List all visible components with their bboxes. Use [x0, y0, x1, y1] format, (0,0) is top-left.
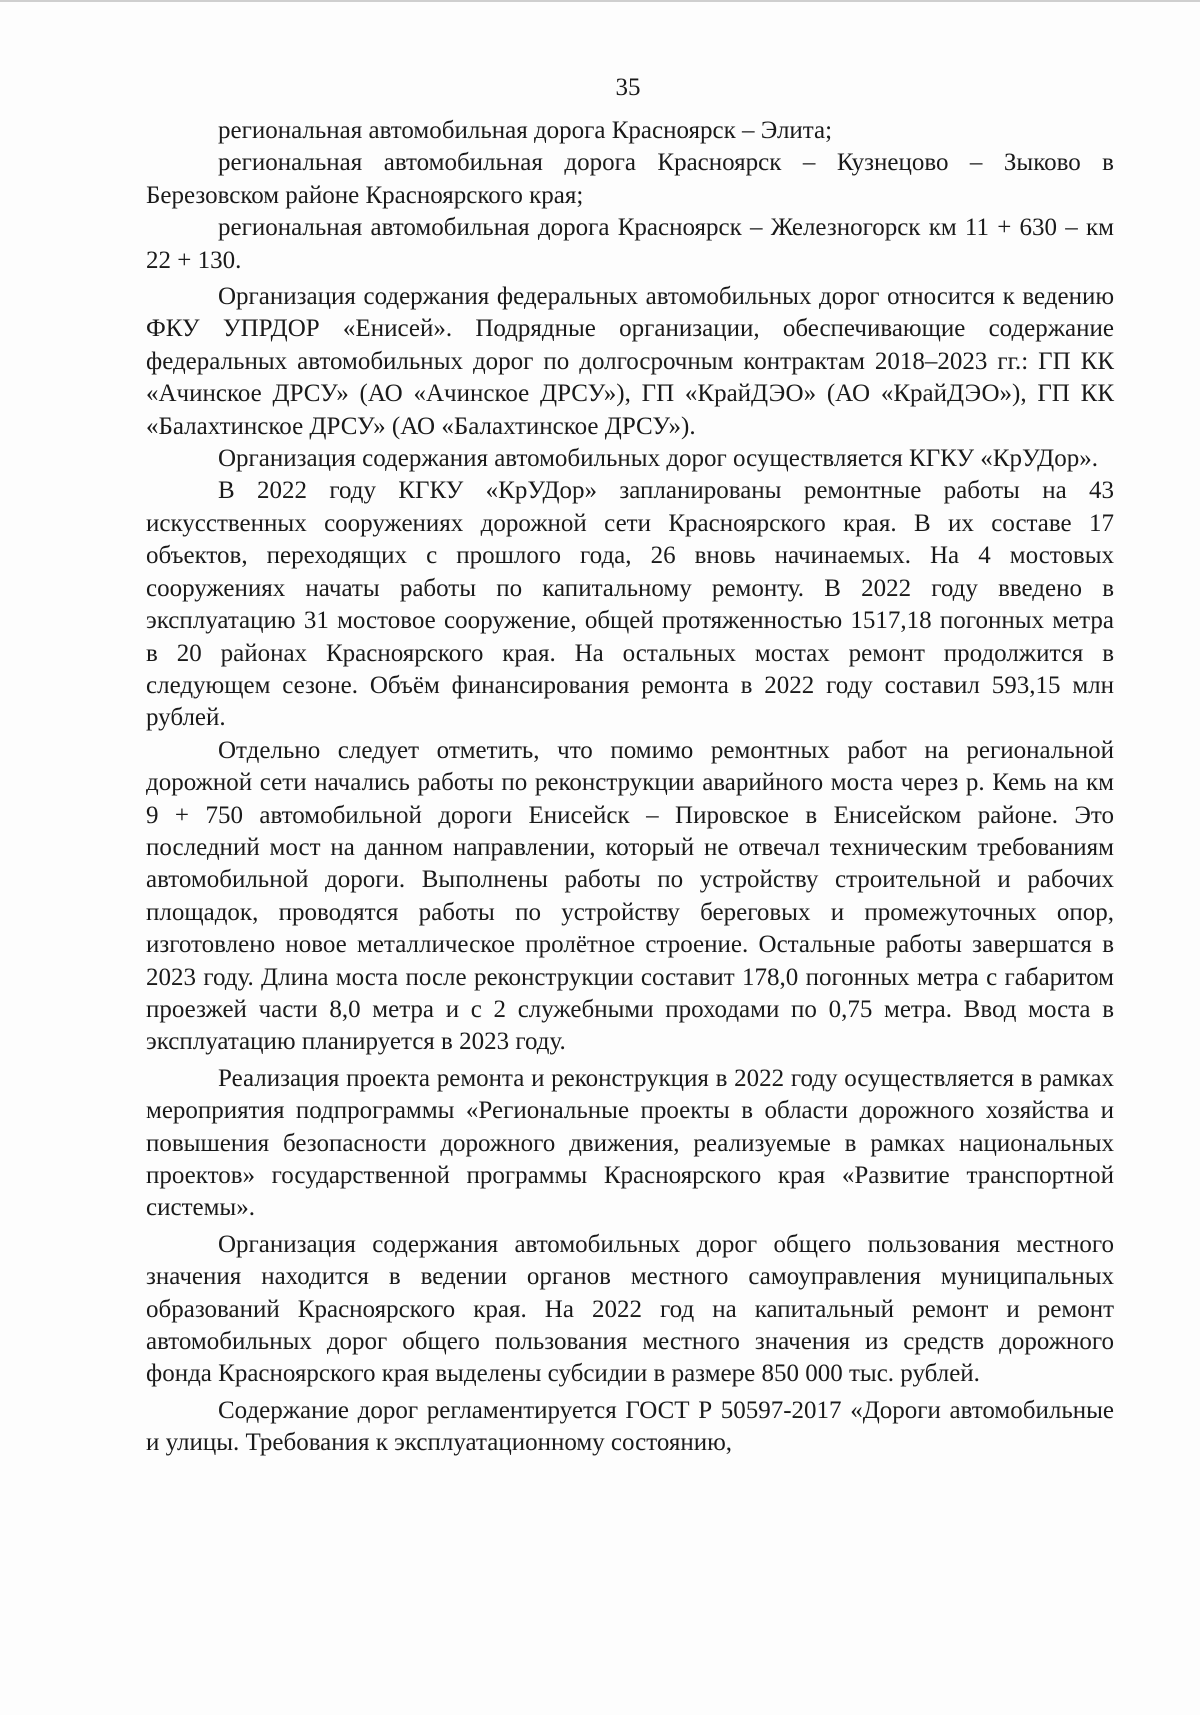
paragraph: Реализация проекта ремонта и реконструкция в 2022 году осуществляется в рамках мероприятия подпрограммы «Региональные проекты в области дорожного хозяйства и повышения безопасности дорожного движения, реализуемые в рамках национальных проектов» государственной программы Красноярского края «Развитие транспортной системы». — [146, 1064, 1114, 1222]
paragraph: Организация содержания автомобильных дорог осуществляется КГКУ «КрУДор». — [218, 445, 1098, 473]
paragraph: региональная автомобильная дорога Красноярск – Кузнецово – Зыково в Березовском районе Красноярского края; — [146, 149, 1114, 209]
paragraph: Организация содержания федеральных автомобильных дорог относится к ведению ФКУ УПРДОР «Енисей». Подрядные организации, обеспечивающие содержание федеральных автомобильных дорог по долгосрочным контрактам 2018–2023 гг.: ГП КК «Ачинское ДРСУ» (АО «Ачинское ДРСУ»), ГП «КрайДЭО» (АО «КрайДЭО»), ГП КК «Балахтинское ДРСУ» (АО «Балахтинское ДРСУ»). — [146, 283, 1114, 440]
paragraph: региональная автомобильная дорога Красноярск – Элита; — [218, 117, 833, 144]
paragraph: В 2022 году КГКУ «КрУДор» запланированы ремонтные работы на 43 искусственных сооружениях дорожной сети Красноярского края. В их составе 17 объектов, переходящих с прошлого года, 26 вновь начинаемых. На 4 мостовых сооружениях начаты работы по капитальному ремонту. В 2022 году введено в эксплуатацию 31 мостовое сооружение, общей протяженностью 1517,18 погонных метра в 20 районах Красноярского края. На остальных мостах ремонт продолжится в следующем сезоне. Объём финансирования ремонта в 2022 году составил 593,15 млн рублей. — [146, 477, 1114, 732]
paragraph: Организация содержания автомобильных дорог общего пользования местного значения находится в ведении органов местного самоуправления муниципальных образований Красноярского края. На 2022 год на капитальный ремонт и ремонт автомобильных дорог общего пользования местного значения из средств дорожного фонда Красноярского края выделены субсидии в размере 850 000 тыс. рублей. — [146, 1230, 1114, 1388]
body-text — [146, 115, 1114, 1460]
paragraph: Содержание дорог регламентируется ГОСТ Р 50597-2017 «Дороги автомобильные и улицы. Требования к эксплуатационному состоянию, — [146, 1396, 1114, 1457]
scan-top-edge — [0, 0, 1200, 2]
paragraph: региональная автомобильная дорога Красноярск – Железногорск км 11 + 630 – км 22 + 130. — [146, 214, 1114, 274]
page-number: 35 — [615, 74, 641, 101]
paragraph: Отдельно следует отметить, что помимо ремонтных работ на региональной дорожной сети начались работы по реконструкции аварийного моста через р. Кемь на км 9 + 750 автомобильной дороги Енисейск – Пировское в Енисейском районе. Это последний мост на данном направлении, который не отвечал техническим требованиям автомобильной дороги. Выполнены работы по устройству строительной и рабочих площадок, проводятся работы по устройству береговых и промежуточных опор, изготовлено новое металлическое пролётное строение. Остальные работы завершатся в 2023 году. Длина моста после реконструкции составит 178,0 погонных метра с габаритом проезжей части 8,0 метра и с 2 служебными проходами по 0,75 метра. Ввод моста в эксплуатацию планируется в 2023 году. — [146, 736, 1114, 1056]
